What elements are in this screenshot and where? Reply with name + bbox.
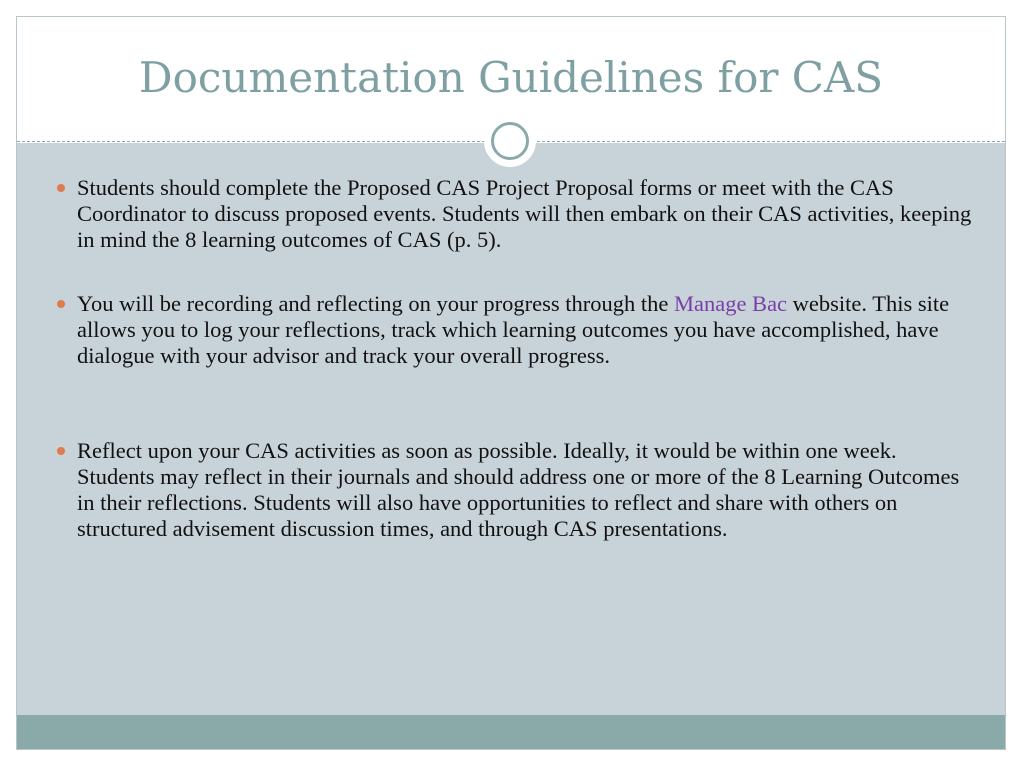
bullet-text: Reflect upon your CAS activities as soon as possible. Ideally, it would be within one week. Students may reflect in their journals and should address one or more of the 8 Learning Outcomes in their reflections. Students will also have opportunities to reflect and share with others on structured advisement discussion times, and through CAS presentations. [77, 438, 960, 541]
slide [16, 16, 1006, 750]
ring-ornament-icon [491, 122, 529, 160]
bullet-text: Students should complete the Proposed CAS Project Proposal forms or meet with the CAS Coordinator to discuss proposed events. Students will then embark on their CAS activities, keeping in mind the 8 learning outcomes of CAS (p. 5). [77, 175, 972, 252]
bullet-item-2 [57, 291, 977, 369]
bullet-item-1 [57, 175, 977, 253]
bullet-text-before-link: You will be recording and reflecting on your progress through the [77, 291, 674, 316]
bullet-text-after-link: website. This site allows you to log your reflections, track which learning outcomes you have accomplished, have dialogue with your advisor and track your overall progress. [77, 291, 950, 368]
bullet-item-3 [57, 438, 977, 542]
slide-title: Documentation Guidelines for CAS [138, 53, 884, 102]
bullet-dot-icon [57, 184, 65, 192]
bullet-list [57, 175, 977, 542]
bullet-dot-icon [57, 447, 65, 455]
bullet-dot-icon [57, 300, 65, 308]
footer-band [17, 715, 1005, 750]
manage-bac-link[interactable]: Manage Bac [673, 291, 788, 316]
